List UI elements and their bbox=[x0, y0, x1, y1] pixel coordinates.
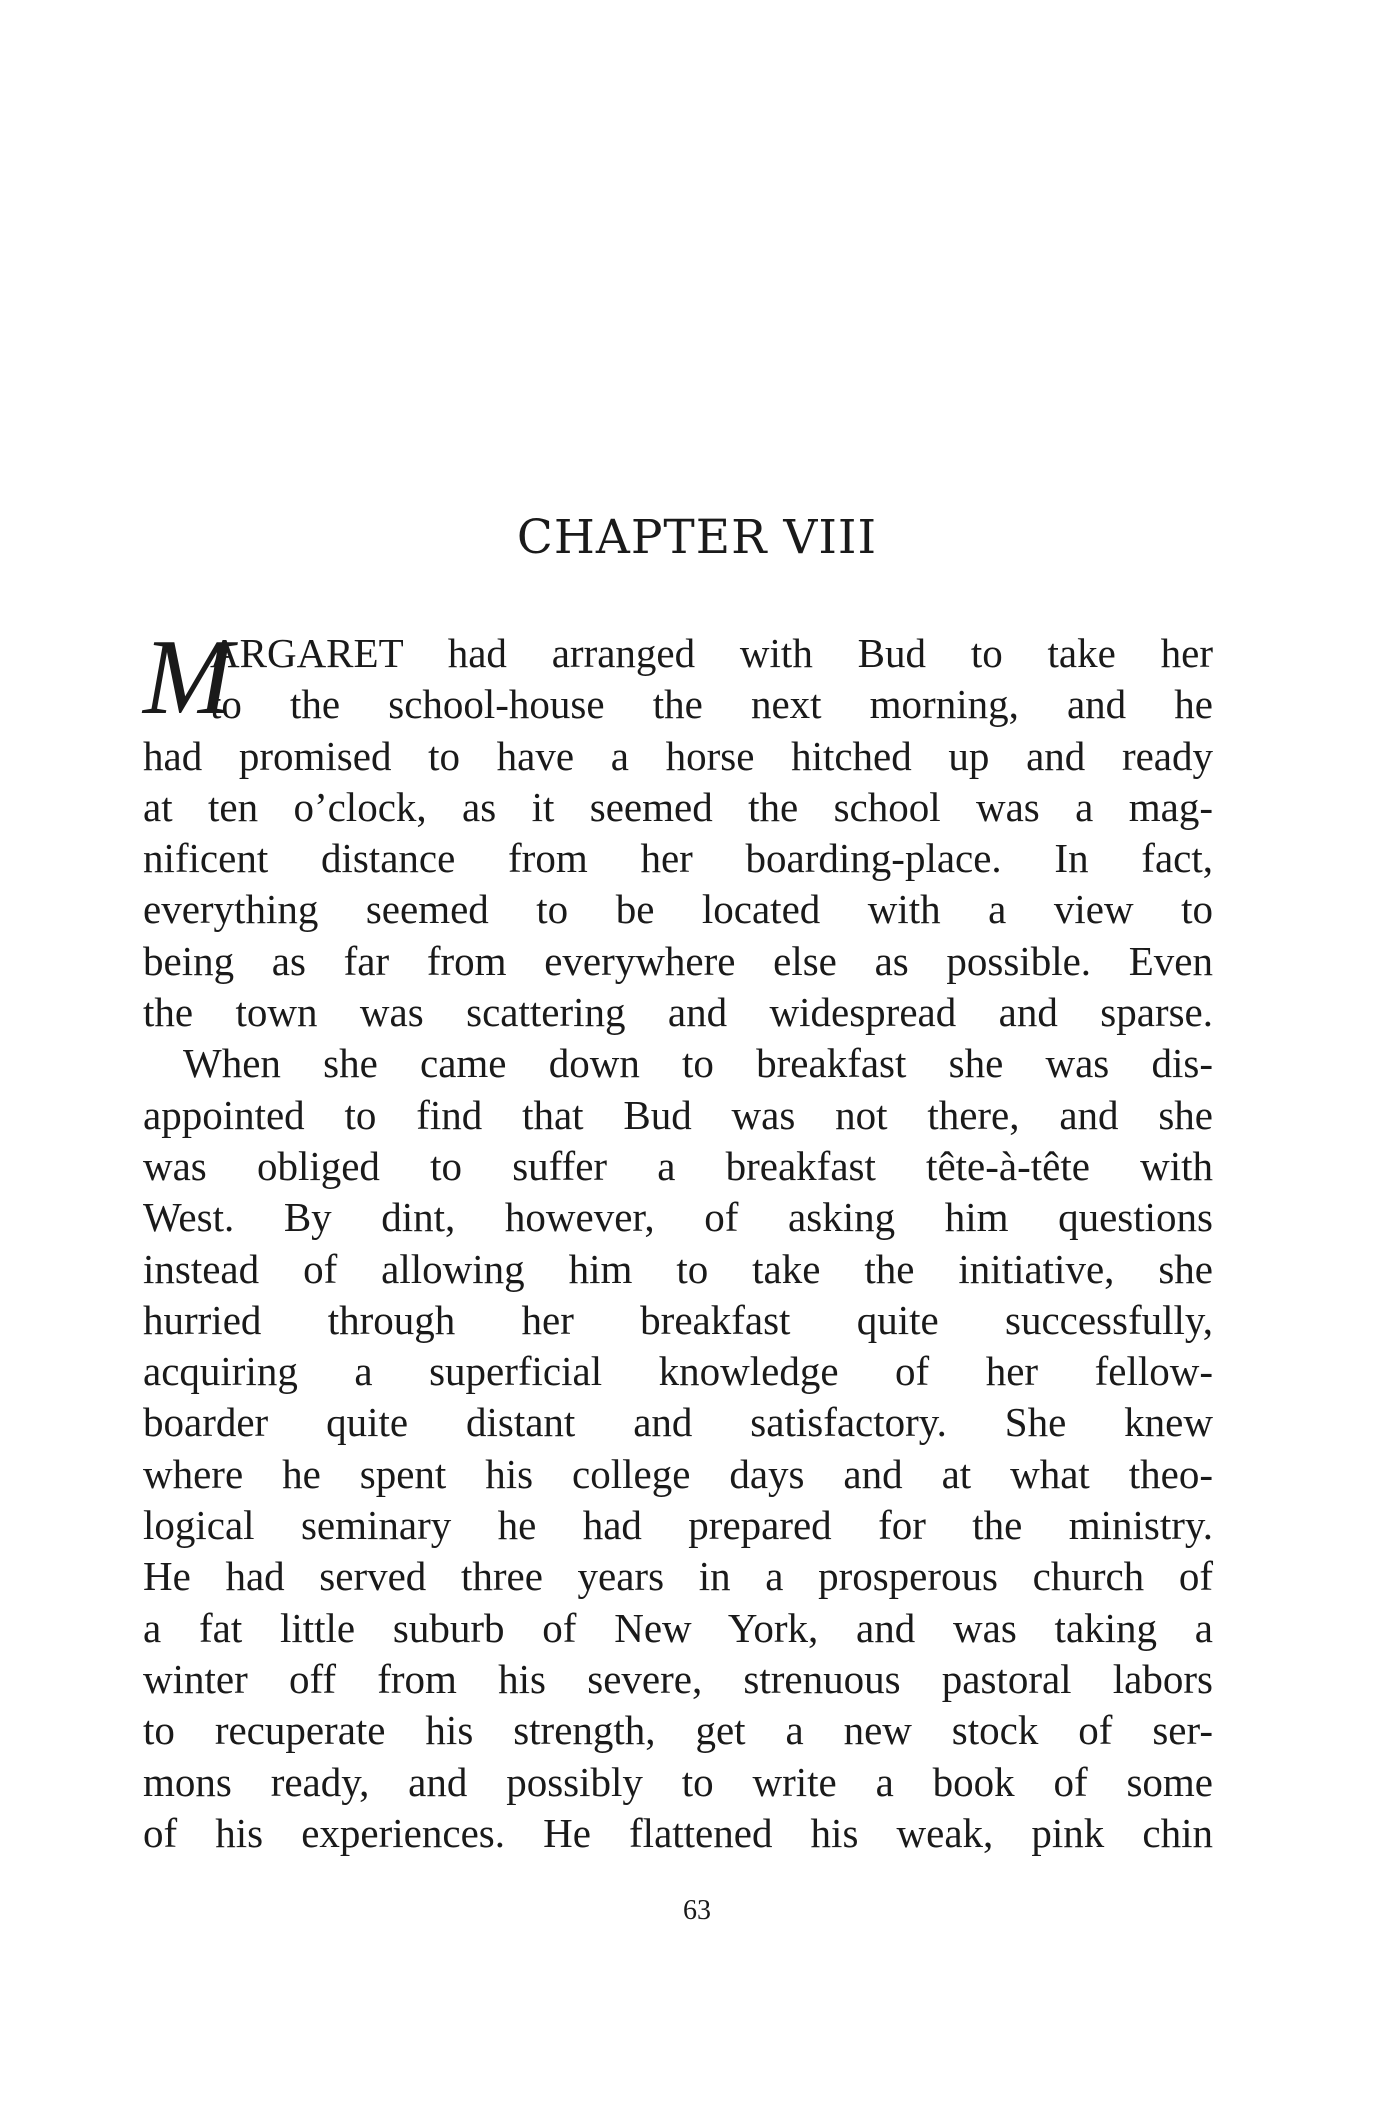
text-line: winter off from his severe, strenuous pastoral labors bbox=[143, 1655, 1213, 1702]
text-line: boarder quite distant and satisfactory. She knew bbox=[143, 1399, 1213, 1446]
text-line: where he spent his college days and at what theo- bbox=[143, 1450, 1213, 1497]
text-line: was obliged to suffer a breakfast tête-à-tête with bbox=[143, 1142, 1213, 1189]
text-line: West. By dint, however, of asking him questions bbox=[143, 1194, 1213, 1241]
text-line: ARGARET had arranged with Bud to take her bbox=[210, 630, 1213, 676]
text-line: being as far from everywhere else as possible. Even bbox=[143, 937, 1213, 984]
paragraph-1 bbox=[143, 618, 1213, 1038]
chapter-heading: CHAPTER VIII bbox=[516, 510, 878, 565]
text-line: mons ready, and possibly to write a book of some bbox=[143, 1758, 1213, 1805]
text-line: acquiring a superficial knowledge of her fellow- bbox=[143, 1348, 1213, 1395]
text-line: nificent distance from her boarding-place. In fact, bbox=[143, 835, 1213, 882]
text-line: appointed to find that Bud was not there, and she bbox=[143, 1091, 1213, 1138]
page-number: 63 bbox=[683, 1895, 711, 1926]
text-line: a fat little suburb of New York, and was taking a bbox=[143, 1604, 1213, 1651]
text-line: the town was scattering and widespread and sparse. bbox=[143, 989, 1213, 1036]
drop-cap: M bbox=[143, 618, 231, 737]
text-line: at ten o’clock, as it seemed the school was a mag- bbox=[143, 783, 1213, 830]
text-line: to the school-house the next morning, and he bbox=[210, 681, 1213, 728]
body-text bbox=[143, 618, 1213, 1859]
text-line: instead of allowing him to take the initiative, she bbox=[143, 1245, 1213, 1292]
text-line: He had served three years in a prosperous church of bbox=[143, 1553, 1213, 1600]
text-line: logical seminary he had prepared for the ministry. bbox=[143, 1502, 1213, 1549]
text-line: had promised to have a horse hitched up and ready bbox=[143, 732, 1213, 779]
text-line: hurried through her breakfast quite successfully, bbox=[143, 1296, 1213, 1343]
text-line: everything seemed to be located with a view to bbox=[143, 886, 1213, 933]
paragraph-2 bbox=[143, 1038, 1213, 1859]
text-line: When she came down to breakfast she was dis- bbox=[183, 1040, 1213, 1087]
text-line: of his experiences. He flattened his weak, pink chin bbox=[143, 1809, 1213, 1856]
text-line: to recuperate his strength, get a new stock of ser- bbox=[143, 1707, 1213, 1754]
